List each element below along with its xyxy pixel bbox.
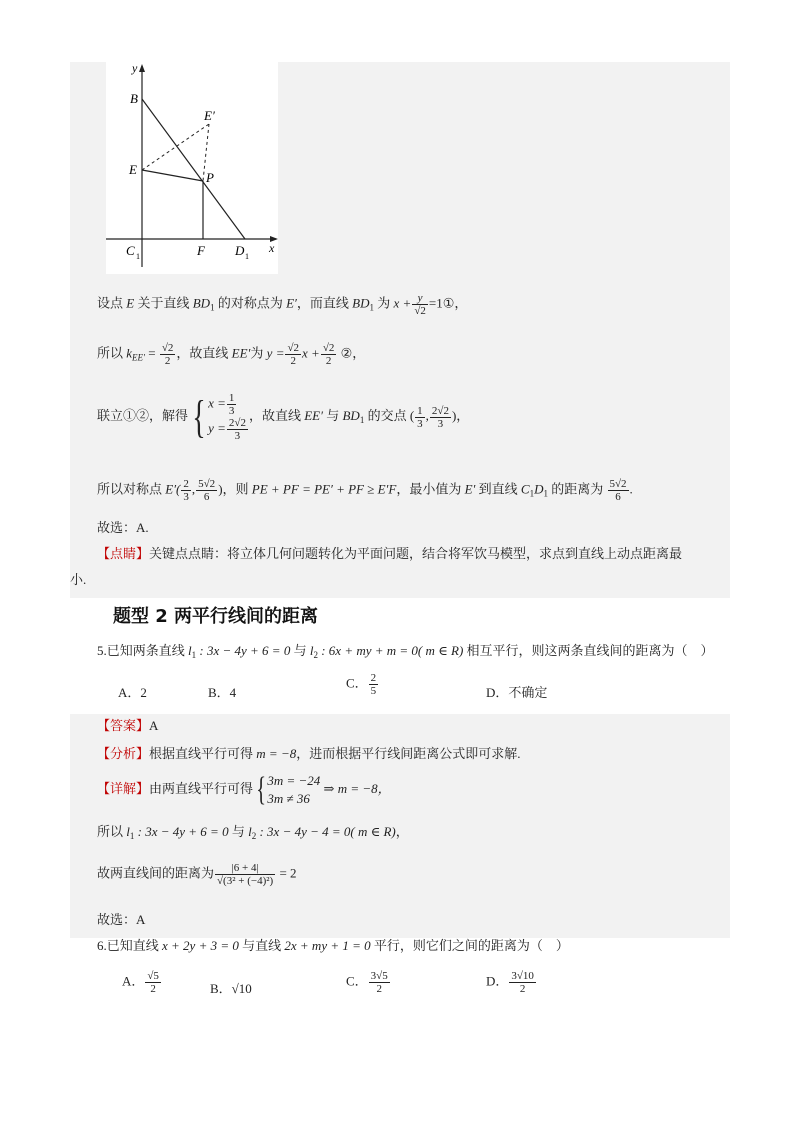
key-point-line-2: 小. [70,572,87,587]
solution-line-3: 联立①②，解得{ x = $\frac{1}{3}$ y = $\frac{2√2}{3}$ ，故直线 EE′ 与 $BD_1$ 的交点 ( $\frac{1}{3}$ , $\frac{2√2}{3}$ )， [97,391,470,442]
q5-analysis: 【分析】根据直线平行可得 m = −8，进而根据平行线间距离公式即可求解. [97,746,521,761]
q6-option-a: A． $\frac{√5}{2}$ [122,970,159,995]
label-x: x [269,241,275,255]
q6-option-d: D． $\frac{3√10}{2}$ [486,970,534,995]
question-6-stem: 6.已知直线 x + 2y + 3 = 0 与直线 2x + my + 1 = 0 平行，则它们之间的距离为（ ） [97,938,569,953]
label-y: y [132,62,138,75]
q5-answer: 【答案】A [97,718,159,733]
solution-line-4: 所以对称点 E′( $\frac{2}{3}$ , $\frac{5√2}{6}$ )，则 PE + PF = PE′ + PF ≥ E′F，最小值为 E′ 到直线 $C_1D_1$ 的距离为 $\frac{5√2}{6}$ . [97,478,633,503]
geometry-figure [106,62,278,274]
q6-option-b: B．√10 [210,981,252,996]
q5-line: 所以 $l_1$ : 3x − 4y + 6 = 0 与 $l_2$ : 3x − 4y − 4 = 0( m ∈ R)， [97,824,409,841]
q5-option-b: B．4 [208,685,237,700]
solution-line-2: 所以 $k_{EE'}$ = $\frac{√2}{2}$ ，故直线 EE′为 y = $\frac{√2}{2}$ x + $\frac{√2}{2}$ ②， [97,342,366,367]
line-BD1 [142,99,245,239]
segment-EE-prime [142,124,209,170]
segment-EP [142,170,203,181]
label-C1: C [126,243,135,258]
y-axis-arrow [139,64,145,72]
q5-option-d: D．不确定 [486,685,548,700]
solution-line-1: 设点 E 关于直线 $BD_1$ 的对称点为 E′，而直线 $BD_1$ 为 x + $\frac{y}{√2}$ =1①， [97,292,468,317]
question-5-stem: 5.已知两条直线 $l_1$ : 3x − 4y + 6 = 0 与 $l_2$ : 6x + my + m = 0( m ∈ R) 相互平行，则这两条直线间的距离为（ ） [97,643,714,660]
coordinate-diagram [106,62,278,274]
q5-detail: 【详解】由两直线平行可得{ 3m = −24 3m ≠ 36 ⇒ m = −8， [97,771,391,808]
label-B: B [130,91,138,106]
q5-option-c: C． $\frac{2}{5}$ [346,672,377,697]
q6-option-c: C． $\frac{3√5}{2}$ [346,970,388,995]
label-P: P [206,170,214,185]
label-D1-sub: 1 [245,252,249,261]
q5-distance: 故两直线间的距离为 $\frac{|6 + 4|}{\text{√(3² + (−4)²)}}$ = 2 [97,862,297,887]
label-F: F [197,243,205,258]
answer-line-4: 故选：A. [97,520,149,535]
label-E-prime: E′ [204,108,215,123]
label-E: E [129,162,137,177]
label-D1: D [235,243,245,258]
q5-final: 故选：A [97,912,146,927]
label-C1-sub: 1 [136,252,140,261]
key-point-tag: 【点睛】 [97,546,150,561]
q5-option-a: A．2 [118,685,147,700]
section-title: 题型 2 两平行线间的距离 [113,606,319,627]
key-point-line: 【点睛】关键点点睛：将立体几何问题转化为平面问题，结合将军饮马模型，求点到直线上动点距离最 [97,546,683,561]
